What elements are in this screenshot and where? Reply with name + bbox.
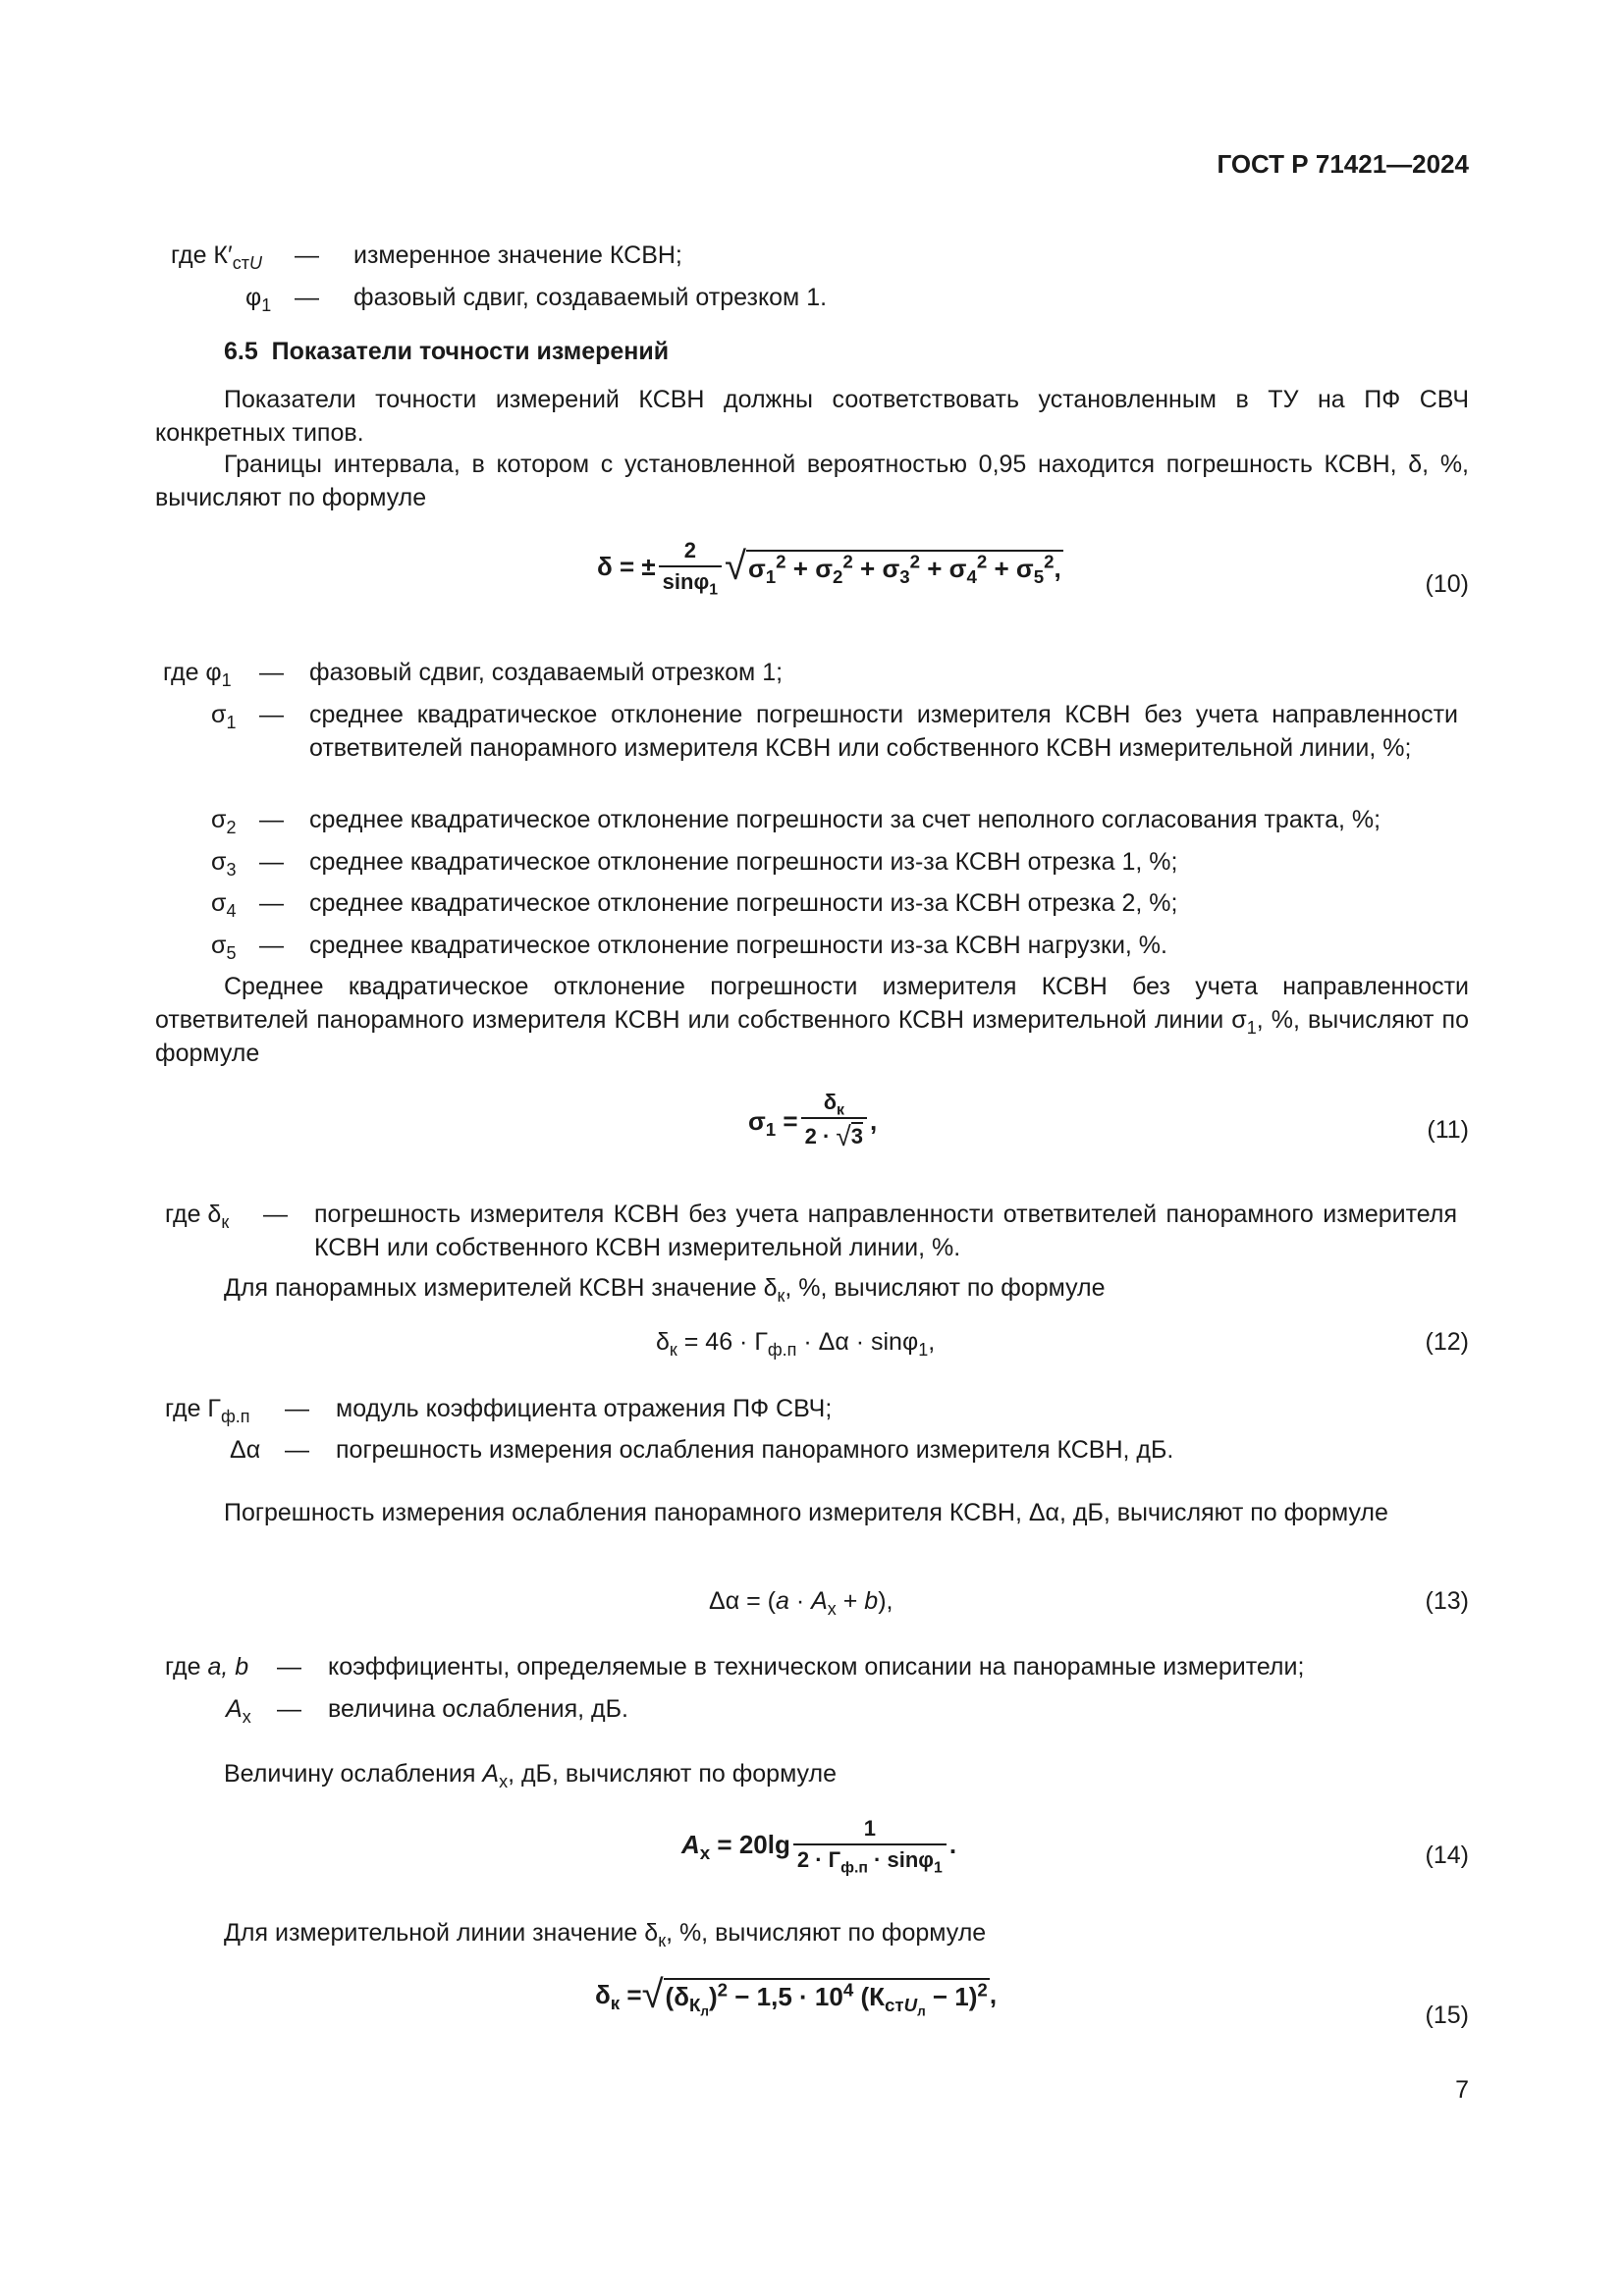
equation-10 (597, 538, 1063, 599)
eq10-numerator: 2 (683, 538, 696, 562)
def-dash: — (259, 932, 284, 959)
def-text: фазовый сдвиг, создаваемый отрезком 1. (353, 284, 828, 311)
equation-11 (748, 1090, 877, 1152)
def-dash: — (285, 1395, 309, 1422)
def-symbol: где $\varphi_1$ (163, 659, 232, 690)
paragraph: Погрешность измерения ослабления панорамного измерителя КСВН, Δα, дБ, вычисляют по формуле (224, 1499, 1388, 1526)
def-symbol: Δα (230, 1436, 261, 1464)
def-symbol: где a, b (165, 1653, 249, 1681)
eq14-lhs: $A_x = 20\lg$ (681, 1829, 790, 1863)
eq10-fraction (659, 538, 722, 599)
document-code: ГОСТ Р 71421—2024 (1217, 149, 1469, 179)
section-heading (224, 335, 669, 368)
equation-number: (14) (1425, 1842, 1469, 1869)
eq11-numerator: $\delta_к$ (823, 1090, 844, 1119)
def-dash: — (263, 1201, 288, 1228)
equation-12: $\delta_к = 46 \cdot Г_{ф.п} \cdot \Delta\alpha \cdot \sin\varphi_1$, (656, 1328, 936, 1360)
paragraph: Показатели точности измерений КСВН должны соответствовать установленным в ТУ на ПФ СВЧ конкретных типов. (155, 386, 1469, 447)
def-text: погрешность измерителя КСВН без учета направленности ответвителей панорамного измерителя КСВН или собственного КСВН измерительной линии, %. (314, 1201, 1457, 1261)
eq10-denominator: sinφ$_1$ (659, 565, 722, 595)
equation-13: $\Delta\alpha = (a \cdot A_x + b)$, (709, 1587, 893, 1619)
def-text: модуль коэффициента отражения ПФ СВЧ; (336, 1395, 833, 1422)
def-text: погрешность измерения ослабления панорамного измерителя КСВН, дБ. (336, 1436, 1174, 1464)
eq14-denominator: $2 \cdot Г_{ф.п} \cdot \sin\varphi_1$ (793, 1843, 947, 1873)
eq15-comma: , (989, 1980, 998, 2009)
eq14-period: . (948, 1829, 957, 1859)
paragraph: Для панорамных измерителей КСВН значение $\delta_к$, %, вычисляют по формуле (224, 1274, 1106, 1306)
def-dash: — (277, 1653, 301, 1681)
def-symbol: $\varphi_1$ (245, 284, 272, 315)
eq11-comma: , (870, 1105, 878, 1136)
eq14-fraction (793, 1816, 947, 1877)
eq11-lhs: $\sigma_1$ = (748, 1105, 798, 1140)
eq14-numerator: 1 (863, 1816, 876, 1841)
def-symbol: $\sigma_5$ (211, 932, 237, 963)
def-dash: — (285, 1436, 309, 1464)
page-number: 7 (1455, 2076, 1469, 2104)
def-text: коэффициенты, определяемые в техническом описании на панорамные измерители; (328, 1653, 1305, 1681)
paragraph: Для измерительной линии значение $\delta_к$, %, вычисляют по формуле (224, 1919, 987, 1950)
def-dash: — (259, 889, 284, 917)
def-symbol: $\sigma_2$ (211, 806, 237, 837)
def-dash: — (259, 701, 284, 728)
equation-number: (15) (1425, 2002, 1469, 2029)
def-symbol: где $К'_{стU}$ (171, 241, 262, 273)
def-symbol: $\sigma_4$ (211, 889, 237, 921)
def-text: величина ослабления, дБ. (328, 1695, 628, 1723)
paragraph: Границы интервала, в котором с установленной вероятностью 0,95 находится погрешность КСВН, δ, %, вычисляют по формуле (155, 451, 1469, 511)
def-dash: — (295, 284, 319, 311)
eq10-radicand: $\sigma_1^2 + \sigma_2^2 + \sigma_3^2 + \sigma_4^2 + \sigma_5^2$, (747, 550, 1061, 587)
def-dash: — (277, 1695, 301, 1723)
eq11-fraction (801, 1090, 867, 1152)
equation-15 (595, 1973, 997, 2017)
def-symbol: где $\delta_к$ (165, 1201, 230, 1232)
sqrt-sign: √ (641, 1973, 664, 2016)
def-dash: — (259, 848, 284, 876)
eq15-lhs: $\delta_к$ = (595, 1980, 642, 2014)
def-text: измеренное значение КСВН; (353, 241, 682, 269)
equation-number: (12) (1425, 1328, 1469, 1356)
def-text: среднее квадратическое отклонение погрешности из-за КСВН нагрузки, %. (309, 932, 1167, 959)
paragraph: Величину ослабления $A_x$, дБ, вычисляют по формуле (224, 1760, 837, 1791)
def-symbol: $\sigma_3$ (211, 848, 237, 880)
section-number: 6.5 (224, 338, 258, 365)
eq15-radicand: $(\delta_{К_л})^2 - 1,5 \cdot 10^4$ $(К_{стU_л} - 1)^2$ (665, 1979, 988, 2019)
eq11-denominator: 2 · √3 (801, 1117, 867, 1152)
def-symbol: $\sigma_1$ (211, 701, 237, 732)
equation-number: (13) (1425, 1587, 1469, 1615)
def-text: среднее квадратическое отклонение погрешности из-за КСВН отрезка 1, %; (309, 848, 1178, 876)
equation-number: (11) (1427, 1116, 1469, 1144)
sqrt-sign: √ (725, 544, 746, 588)
def-text: среднее квадратическое отклонение погрешности за счет неполного согласования тракта, %; (309, 806, 1381, 833)
def-dash: — (259, 659, 284, 686)
def-symbol: где $Г_{ф.п}$ (165, 1395, 250, 1426)
def-text: фазовый сдвиг, создаваемый отрезком 1; (309, 659, 784, 686)
eq10-lhs: δ = ± (597, 551, 656, 581)
section-title: Показатели точности измерений (271, 338, 670, 365)
equation-14 (681, 1816, 957, 1877)
equation-number: (10) (1425, 570, 1469, 598)
paragraph: Среднее квадратическое отклонение погрешности измерителя КСВН без учета направленности ответвителей панорамного измерителя КСВН или собственного КСВН измерительной линии $\sigma_1$, %, вычисляют по формуле (155, 973, 1469, 1067)
def-text: среднее квадратическое отклонение погрешности измерителя КСВН без учета направленности ответвителей панорамного измерителя КСВН или собственного КСВН измерительной линии, %; (309, 701, 1458, 762)
def-dash: — (259, 806, 284, 833)
def-text: среднее квадратическое отклонение погрешности из-за КСВН отрезка 2, %; (309, 889, 1178, 917)
def-dash: — (295, 241, 319, 269)
def-symbol: $A_x$ (226, 1695, 251, 1727)
